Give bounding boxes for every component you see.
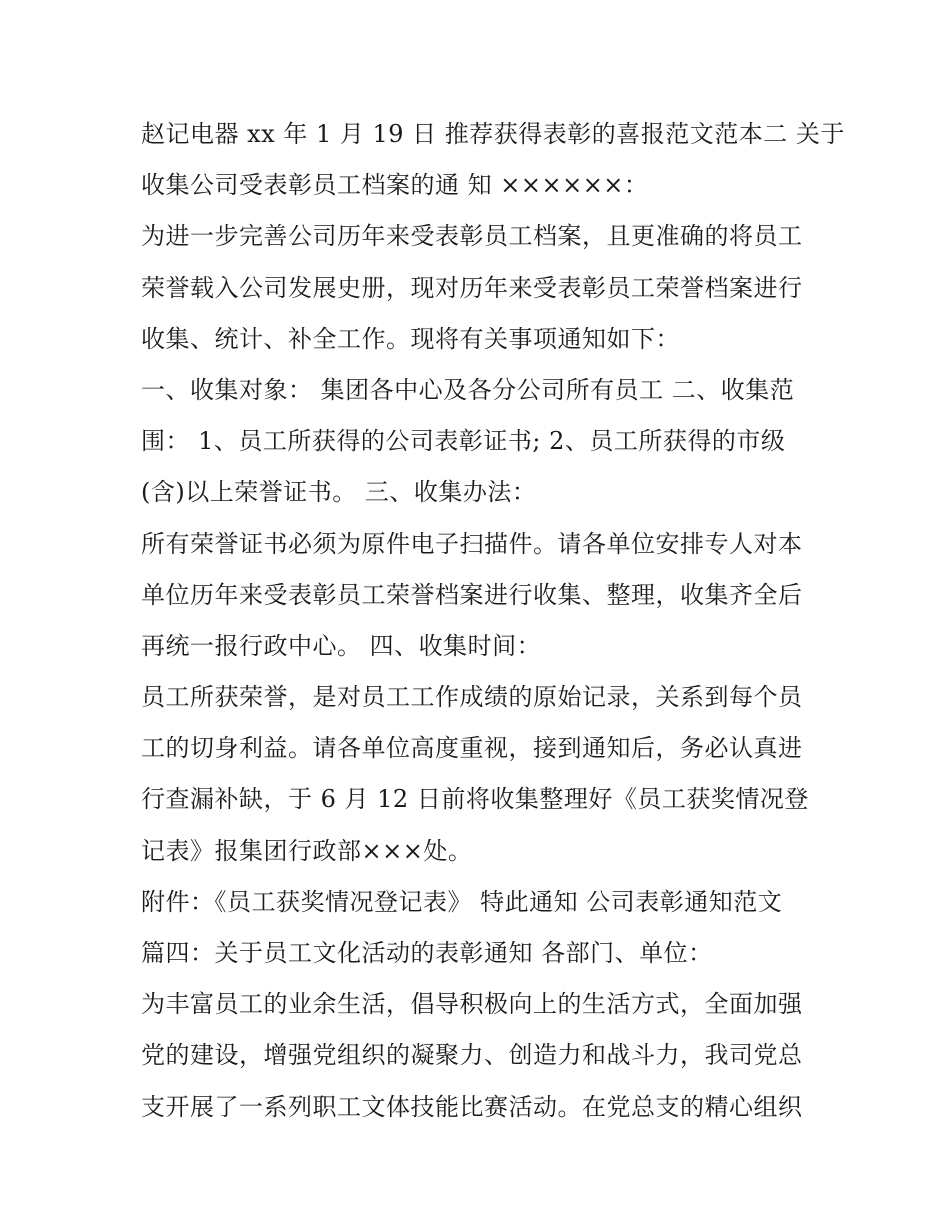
text-line: 篇四：关于员工文化活动的表彰通知 各部门、单位： [141,939,713,967]
text-line: 支开展了一系列职工文体技能比赛活动。在党总支的精心组织 [141,1092,803,1121]
text-line: 附件：《员工获奖情况登记表》 特此通知 公司表彰通知范文 [141,887,783,916]
text-line: 工的切身利益。请各单位高度重视，接到通知后，务必认真进 [141,734,803,763]
text-line: 围： 1、员工所获得的公司表彰证书; 2、员工所获得的市级 [141,427,786,456]
text-line: 所有荣誉证书必须为原件电子扫描件。请各单位安排专人对本 [141,529,803,558]
text-line: 再统一报行政中心。 四、收集时间： [141,631,542,660]
text-line: 赵记电器 xx 年 1 月 19 日 推荐获得表彰的喜报范文范本二 关于 [141,120,845,148]
document-body [141,109,845,1133]
text-line: 单位历年来受表彰员工荣誉档案进行收集、整理，收集齐全后 [141,580,803,609]
text-line: 为丰富员工的业余生活，倡导积极向上的生活方式，全面加强 [141,990,803,1019]
text-line: 一、收集对象： 集团各中心及各分公司所有员工 二、收集范 [141,375,795,404]
text-line: 党的建设，增强党组织的凝聚力、创造力和战斗力，我司党总 [141,1041,803,1070]
text-line: (含)以上荣誉证书。 三、收集办法： [141,478,537,507]
text-line: 收集、统计、补全工作。现将有关事项通知如下： [141,324,680,353]
text-line: 收集公司受表彰员工档案的通 知 ××××××： [141,171,649,200]
text-line: 荣誉载入公司发展史册，现对历年来受表彰员工荣誉档案进行 [141,273,803,302]
text-line: 为进一步完善公司历年来受表彰员工档案，且更准确的将员工 [141,222,803,251]
text-line: 记表》报集团行政部×××处。 [141,836,473,865]
text-line: 行查漏补缺，于 6 月 12 日前将收集整理好《员工获奖情况登 [141,785,809,814]
text-line: 员工所获荣誉，是对员工工作成绩的原始记录，关系到每个员 [141,683,803,712]
